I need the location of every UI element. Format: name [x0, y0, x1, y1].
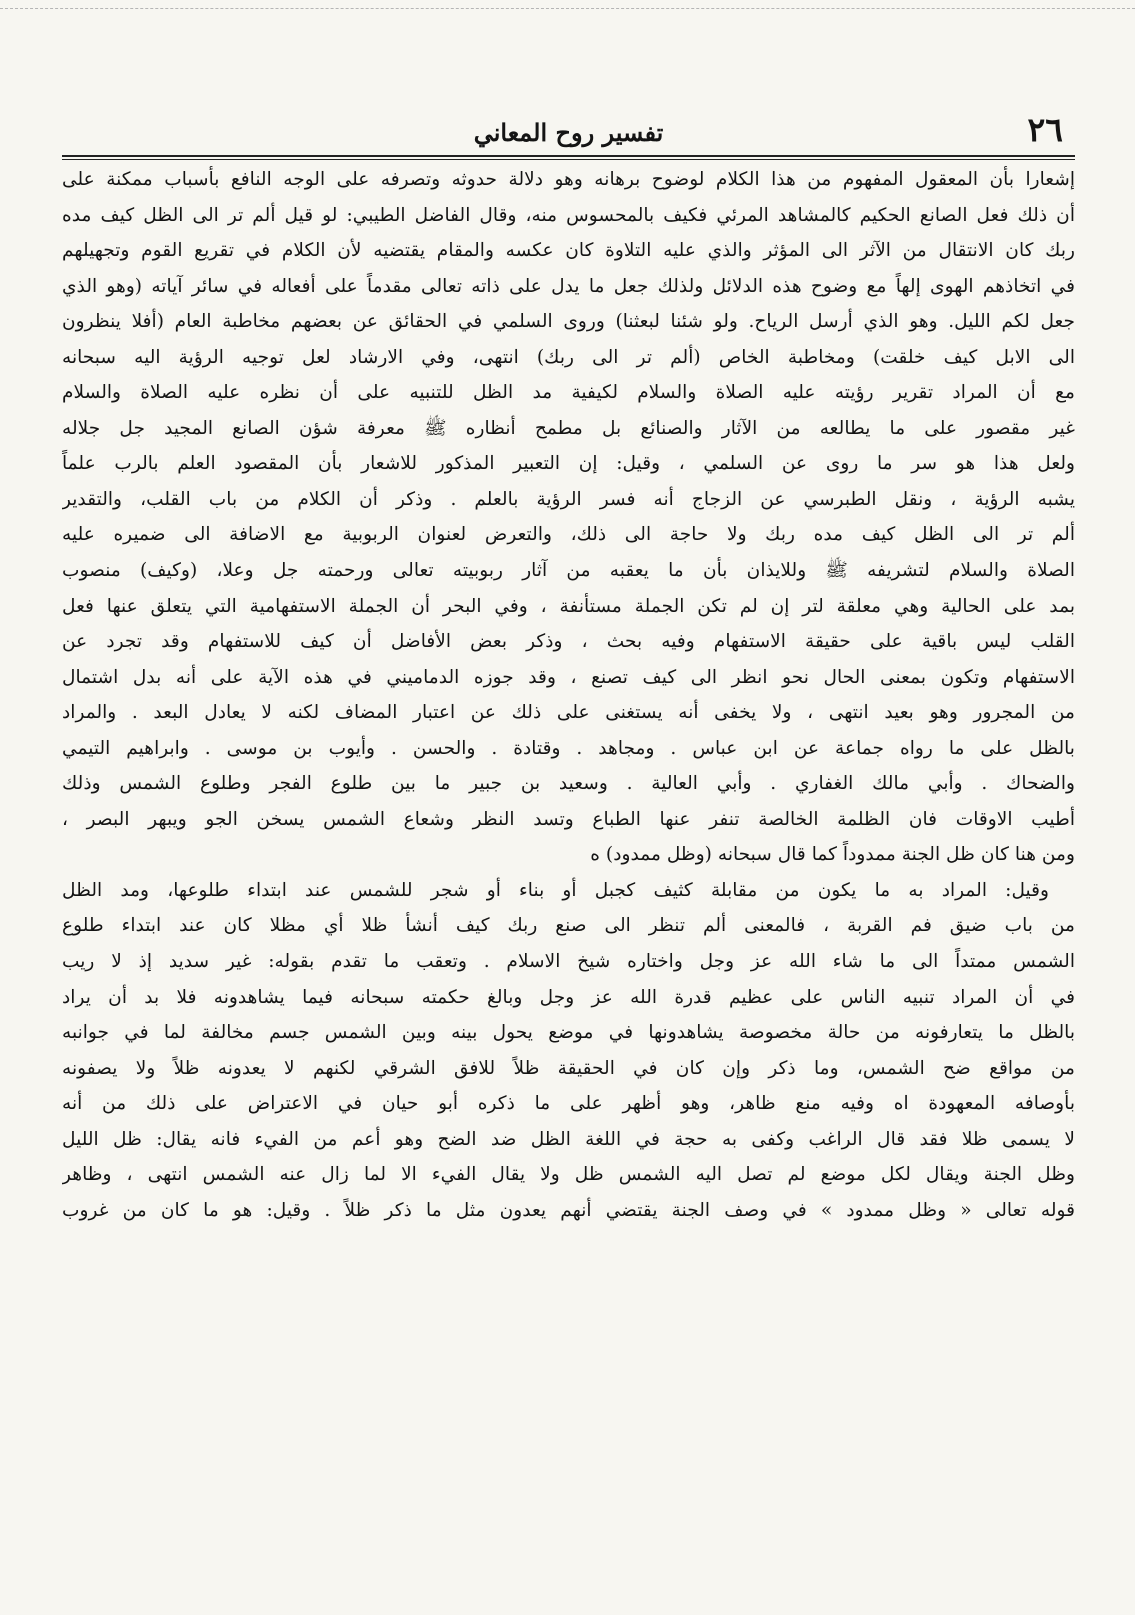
body-text — [62, 162, 1075, 1228]
text-line: غير مقصور على ما يطالعه من الآثار والصنائع بل مطمح أنظاره ﷺ معرفة شؤن الصانع المجيد جل جلاله — [62, 417, 1075, 439]
running-title: تفسير روح المعاني — [473, 118, 664, 147]
header-rule — [62, 155, 1075, 157]
header-rule-thin — [62, 159, 1075, 160]
text-line: من مواقع ضح الشمس، وما ذكر وإن كان في الحقيقة ظلاً للافق الشرقي لكنهم لا يعدونه ظلاً ولا يصفونه — [62, 1057, 1075, 1079]
text-line: القلب ليس باقية على حقيقة الاستفهام وفيه بحث ، وذكر بعض الأفاضل أن كيف للاستفهام وقد تجرد عن — [62, 631, 1075, 653]
text-line: قوله تعالى « وظل ممدود » في وصف الجنة يقتضي أنهم يعدون مثل ما ذكر ظلاً . وقيل: هو ما كان من غروب — [62, 1199, 1075, 1221]
text-line: بالظل ما يتعارفونه من حالة مخصوصة يشاهدونها في موضع يحول بينه وبين الشمس جسم مخالفة لما في جوانبه — [62, 1022, 1075, 1044]
text-line: الصلاة والسلام لتشريفه ﷺ وللايذان بأن ما يعقبه من آثار ربوبيته تعالى ورحمته جل وعلا، (وكيف) منصوب — [62, 560, 1075, 582]
text-line: ربك كان الانتقال من الآثر الى المؤثر والذي عليه التلاوة كان عكسه والمقام يقتضيه لأن الكلام في تقريع القوم وتجهيلهم — [62, 240, 1075, 262]
page-number: ٢٦ — [1027, 110, 1063, 149]
text-line: أن ذلك فعل الصانع الحكيم كالمشاهد المرئي فكيف بالمحسوس منه، وقال الفاضل الطيبي: لو قيل ألم تر الى الظل كيف مده — [62, 204, 1075, 226]
text-line: ومن هنا كان ظل الجنة ممدوداً كما قال سبحانه (وظل ممدود) ه — [590, 844, 1075, 866]
text-line: الشمس ممتداً الى ما شاء الله عز وجل واختاره شيخ الاسلام . وتعقب ما تقدم بقوله: غير سديد إذ لا ريب — [62, 951, 1075, 973]
text-line: الاستفهام وتكون بمعنى الحال نحو انظر الى كيف تصنع ، وقد جوزه الدماميني في هذه الآية على أنه بدل اشتمال — [62, 666, 1075, 688]
text-line: بأوصافه المعهودة اه وفيه منع ظاهر، وهو أظهر على ما ذكره أبو حيان في الاعتراض على ذلك من أنه — [62, 1093, 1075, 1115]
text-line: في اتخاذهم الهوى إلهاً مع وضوح هذه الدلائل ولذلك جعل ما يدل على ذاته تعالى مقدماً على أفعاله في سائر آياته (وهو الذي — [62, 275, 1075, 297]
text-line: الى الابل كيف خلقت) ومخاطبة الخاص (ألم تر الى ربك) انتهى، وفي الارشاد لعل توجيه الرؤية اليه سبحانه — [62, 346, 1075, 368]
text-line: يشبه الرؤية ، ونقل الطبرسي عن الزجاج أنه فسر الرؤية بالعلم . وذكر أن الكلام من باب القلب، والتقدير — [62, 488, 1075, 510]
text-line: إشعارا بأن المعقول المفهوم من هذا الكلام لوضوح برهانه وهو دلالة حدوثه وتصرفه على الوجه النافع بأسباب ممكنة على — [62, 169, 1075, 190]
text-line: ولعل هذا هو سر ما روى عن السلمي ، وقيل: إن التعبير المذكور للاشعار بأن المقصود العلم بالرب علماً — [62, 453, 1075, 475]
text-line: ألم تر الى الظل كيف مده ربك ولا حاجة الى ذلك، والتعرض لعنوان الربوبية مع الاضافة الى ضميره عليه — [62, 524, 1075, 546]
top-edge-dashed-rule — [0, 8, 1135, 9]
text-line: وظل الجنة ويقال لكل موضع لم تصل اليه الشمس ظل ولا يقال الفيء الا لما زال عنه الشمس انتهى ، وظاهر — [62, 1164, 1075, 1186]
text-line: لا يسمى ظلا فقد قال الراغب وكفى به حجة في اللغة الظل ضد الضح وهو أعم من الفيء فانه يقال: ظل الليل — [62, 1128, 1075, 1150]
page-header — [62, 108, 1075, 158]
text-line: جعل لكم الليل. وهو الذي أرسل الرياح. ولو شئنا لبعثنا) وروى السلمي في الحقائق عن بعضهم مخاطبة العام (أفلا ينظرون — [62, 311, 1075, 333]
text-line: والضحاك . وأبي مالك الغفاري . وأبي العالية . وسعيد بن جبير ما بين طلوع الفجر وطلوع الشمس وذلك — [62, 773, 1075, 795]
text-line: في أن المراد تنبيه الناس على عظيم قدرة الله عز وجل وبالغ حكمته سبحانه فيما يشاهدونه فلا بد أن يراد — [62, 986, 1075, 1008]
text-line: بالظل على ما رواه جماعة عن ابن عباس . ومجاهد . وقتادة . والحسن . وأيوب بن موسى . وابراهيم التيمي — [62, 737, 1075, 759]
text-line: مع أن المراد تقرير رؤيته عليه الصلاة والسلام لكيفية مد الظل للتنبيه على أن نظره عليه الصلاة والسلام — [62, 382, 1075, 404]
text-line: بمد على الحالية وهي معلقة لتر إن لم تكن الجملة مستأنفة ، وفي البحر أن الجملة الاستفهامية التي يتعلق عنها فعل — [62, 595, 1075, 617]
text-line: من باب ضيق فم القربة ، فالمعنى ألم تنظر الى صنع ربك كيف أنشأ ظلا أي مظلا كان عند ابتداء طلوع — [62, 915, 1075, 937]
text-line: وقيل: المراد به ما يكون من مقابلة كثيف كجبل أو بناء أو شجر للشمس عند ابتداء طلوعها، ومد الظل — [62, 879, 1049, 901]
text-line: من المجرور وهو بعيد انتهى ، ولا يخفى أنه يستغنى على ذلك عن اعتبار المضاف لكنه لا يعادل البعد . والمراد — [62, 702, 1075, 724]
text-line: أطيب الاوقات فان الظلمة الخالصة تنفر عنها الطباع وتسد النظر وشعاع الشمس يسخن الجو ويبهر البصر ، — [62, 808, 1075, 830]
